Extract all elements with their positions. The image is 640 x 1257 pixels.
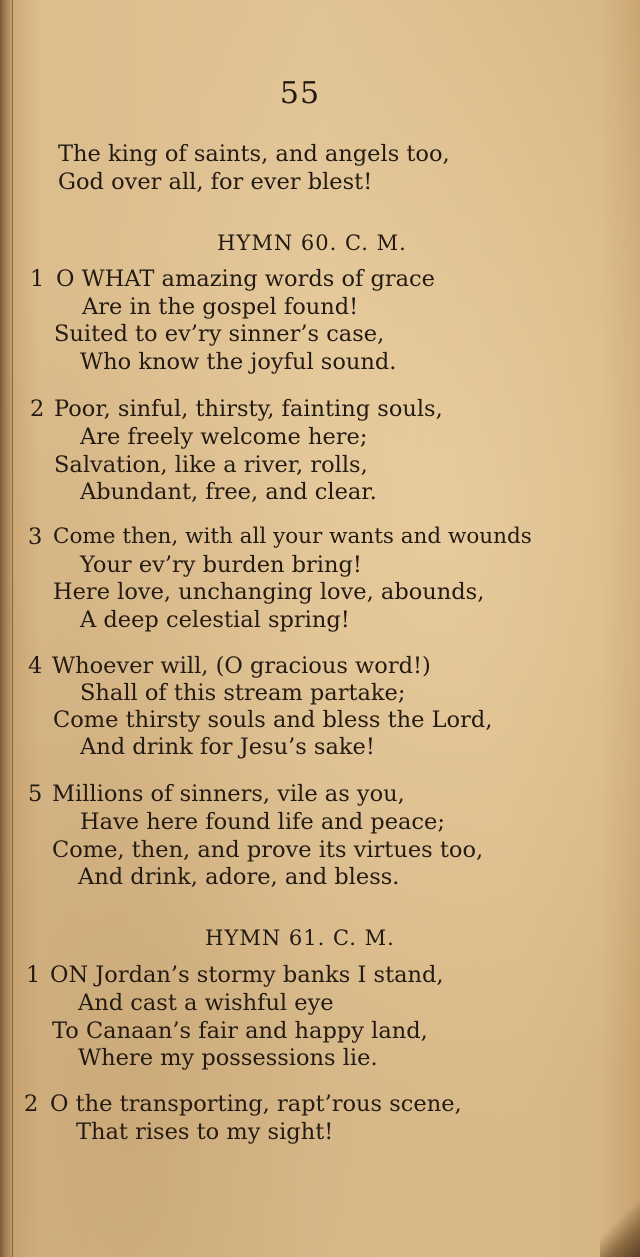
verse-line: A deep celestial spring! (80, 607, 350, 633)
verse-line: Suited to ev’ry sinner’s case, (54, 321, 385, 347)
verse-number: 3 (28, 524, 43, 550)
verse-line: Millions of sinners, vile as you, (52, 781, 405, 807)
verse-line: Who know the joyful sound. (80, 349, 397, 375)
verse-line: And drink, adore, and bless. (78, 864, 400, 890)
verse-line: Where my possessions lie. (78, 1045, 378, 1071)
verse-line: Are freely welcome here; (80, 424, 368, 450)
verse-number: 1 (26, 962, 41, 988)
hymn-title: HYMN 60. C. M. (217, 231, 407, 255)
verse-line: Here love, unchanging love, abounds, (53, 579, 485, 605)
verse-number: 1 (30, 266, 45, 292)
verse-line: ON Jordan’s stormy banks I stand, (50, 962, 444, 988)
intro-line: God over all, for ever blest! (58, 169, 373, 195)
verse-line: Abundant, free, and clear. (80, 479, 377, 505)
verse-line: Are in the gospel found! (82, 294, 359, 320)
verse-number: 2 (24, 1091, 39, 1117)
hymn-title: HYMN 61. C. M. (205, 926, 395, 950)
margin-rule (12, 0, 13, 1257)
verse-line: Come thirsty souls and bless the Lord, (53, 707, 493, 733)
verse-line: To Canaan’s fair and happy land, (52, 1018, 428, 1044)
verse-line: Come, then, and prove its virtues too, (52, 837, 484, 863)
verse-number: 4 (28, 653, 43, 679)
verse-line: Your ev’ry burden bring! (80, 552, 362, 578)
verse-line: Shall of this stream partake; (80, 680, 406, 706)
verse-line: Salvation, like a river, rolls, (54, 452, 368, 478)
verse-line: Come then, with all your wants and wounds (53, 524, 532, 549)
verse-line: Whoever will, (O gracious word!) (52, 653, 431, 679)
verse-line: That rises to my sight! (76, 1119, 334, 1145)
verse-number: 2 (30, 396, 45, 422)
page-number: 55 (279, 76, 321, 111)
verse-line: O WHAT amazing words of grace (56, 266, 435, 292)
verse-line: And cast a wishful eye (78, 990, 334, 1016)
verse-line: Poor, sinful, thirsty, fainting souls, (54, 396, 443, 422)
verse-line: O the transporting, rapt’rous scene, (50, 1091, 462, 1117)
page-corner-curl (600, 1197, 640, 1257)
verse-number: 5 (28, 781, 43, 807)
intro-line: The king of saints, and angels too, (58, 141, 450, 167)
verse-line: Have here found life and peace; (80, 809, 445, 835)
verse-line: And drink for Jesu’s sake! (80, 734, 375, 760)
